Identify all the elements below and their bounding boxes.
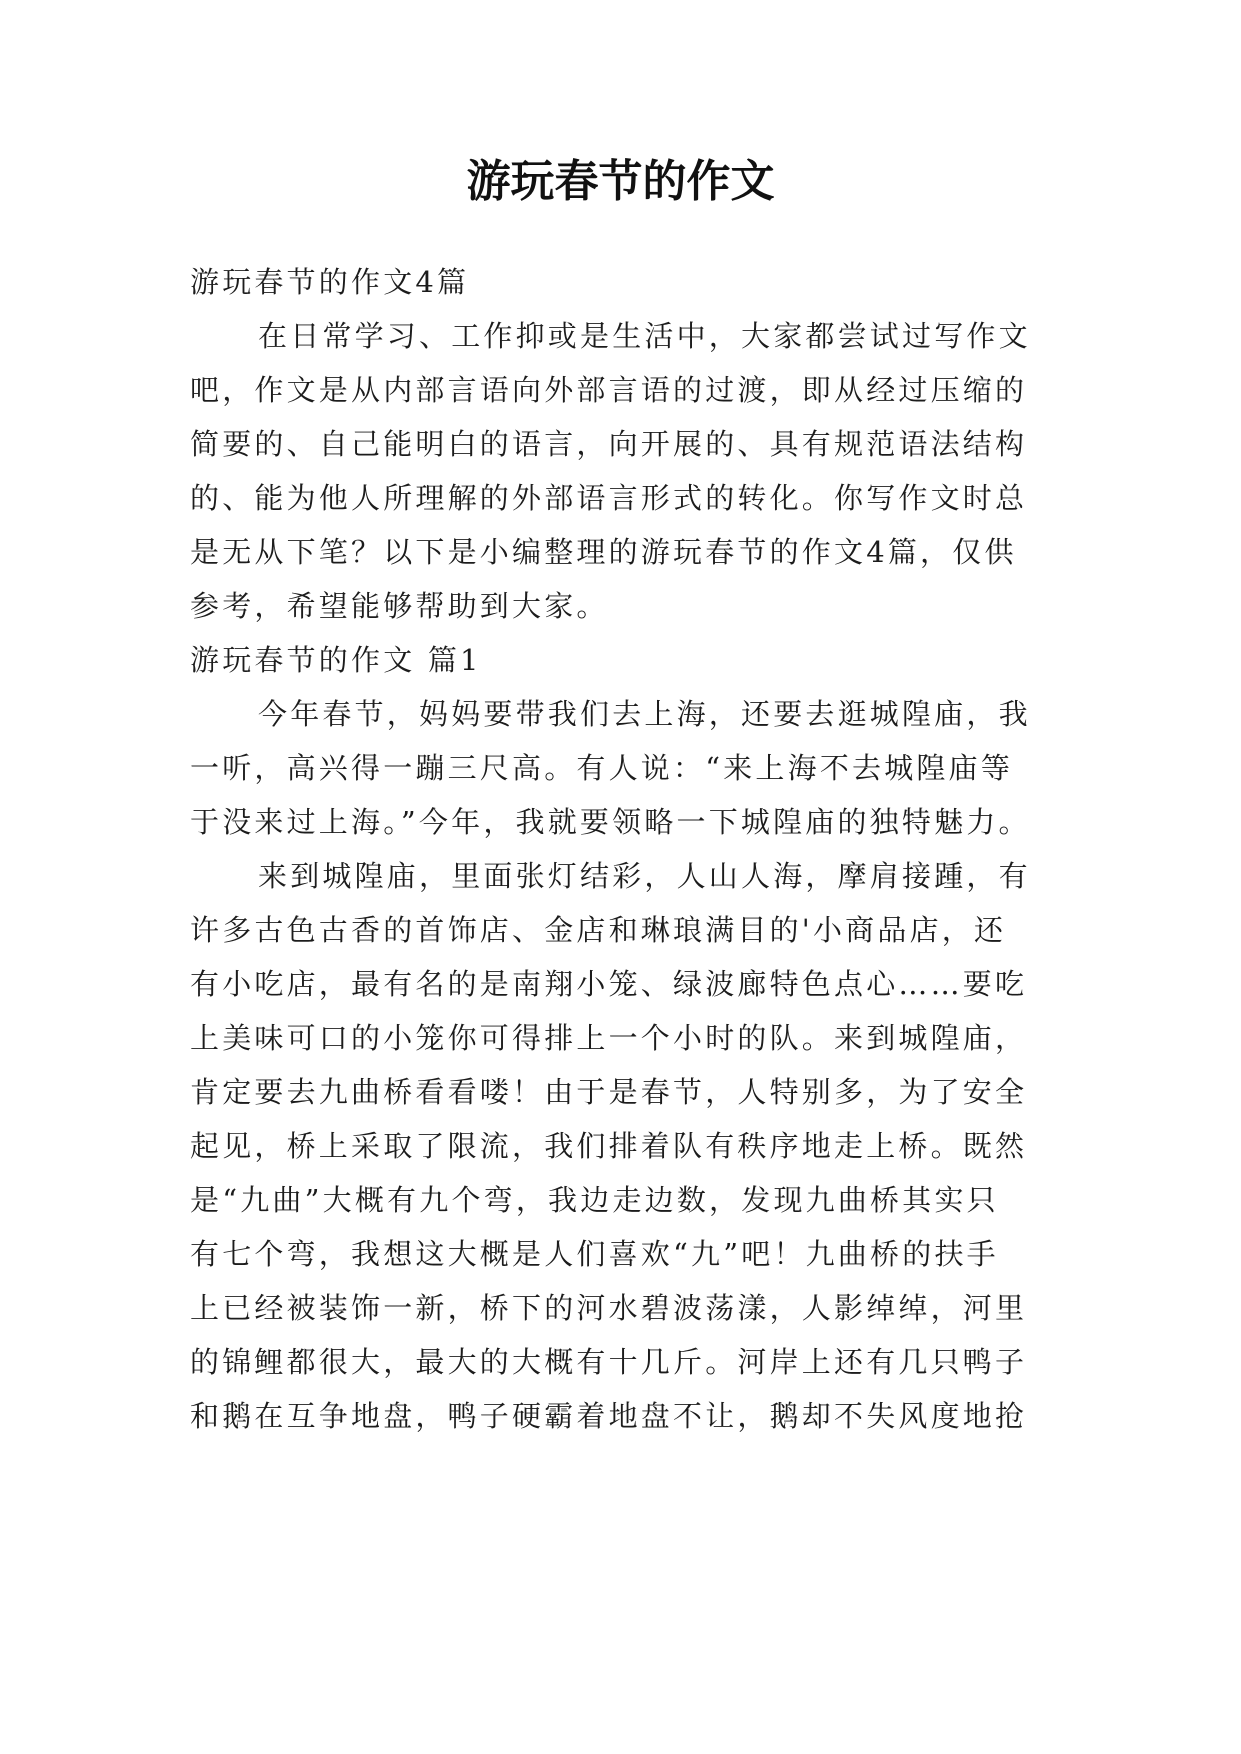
page-title: 游玩春节的作文 <box>466 156 775 207</box>
text-line: 上美味可口的小笼你可得排上一个小时的队。来到城隍庙， <box>190 1021 1028 1055</box>
text-line: 简要的、自己能明白的语言，向开展的、具有规范语法结构 <box>190 427 1028 461</box>
text-line: 一听，高兴得一蹦三尺高。有人说：“来上海不去城隍庙等 <box>190 751 1014 785</box>
text-line: 在日常学习、工作抑或是生活中，大家都尝试过写作文 <box>258 319 1031 353</box>
text-line: 肯定要去九曲桥看看喽！由于是春节，人特别多，为了安全 <box>190 1075 1028 1109</box>
text-line: 起见，桥上采取了限流，我们排着队有秩序地走上桥。既然 <box>190 1129 1028 1163</box>
text-line: 和鹅在互争地盘，鸭子硬霸着地盘不让，鹅却不失风度地抢 <box>190 1399 1028 1433</box>
text-line: 有小吃店，最有名的是南翔小笼、绿波廊特色点心……要吃 <box>190 967 1028 1001</box>
text-line: 许多古色古香的首饰店、金店和琳琅满目的'小商品店，还 <box>190 913 1007 947</box>
section-heading-line: 游玩春节的作文 篇1 <box>190 643 482 677</box>
text-line: 今年春节，妈妈要带我们去上海，还要去逛城隍庙，我 <box>258 697 1031 731</box>
text-line: 吧，作文是从内部言语向外部言语的过渡，即从经过压缩的 <box>190 373 1028 407</box>
text-line: 是“九曲”大概有九个弯，我边走边数，发现九曲桥其实只 <box>190 1183 999 1217</box>
text-line: 的、能为他人所理解的外部语言形式的转化。你写作文时总 <box>190 481 1028 515</box>
text-line: 于没来过上海。”今年，我就要领略一下城隍庙的独特魅力。 <box>190 805 1031 839</box>
text-line: 是无从下笔？以下是小编整理的游玩春节的作文4篇，仅供 <box>190 535 1017 569</box>
text-line: 的锦鲤都很大，最大的大概有十几斤。河岸上还有几只鸭子 <box>190 1345 1028 1379</box>
text-line: 有七个弯，我想这大概是人们喜欢“九”吧！九曲桥的扶手 <box>190 1237 999 1271</box>
text-line: 来到城隍庙，里面张灯结彩，人山人海，摩肩接踵，有 <box>258 859 1031 893</box>
text-line: 参考，希望能够帮助到大家。 <box>190 589 609 623</box>
subtitle-line: 游玩春节的作文4篇 <box>190 265 470 299</box>
text-line: 上已经被装饰一新，桥下的河水碧波荡漾，人影绰绰，河里 <box>190 1291 1028 1325</box>
